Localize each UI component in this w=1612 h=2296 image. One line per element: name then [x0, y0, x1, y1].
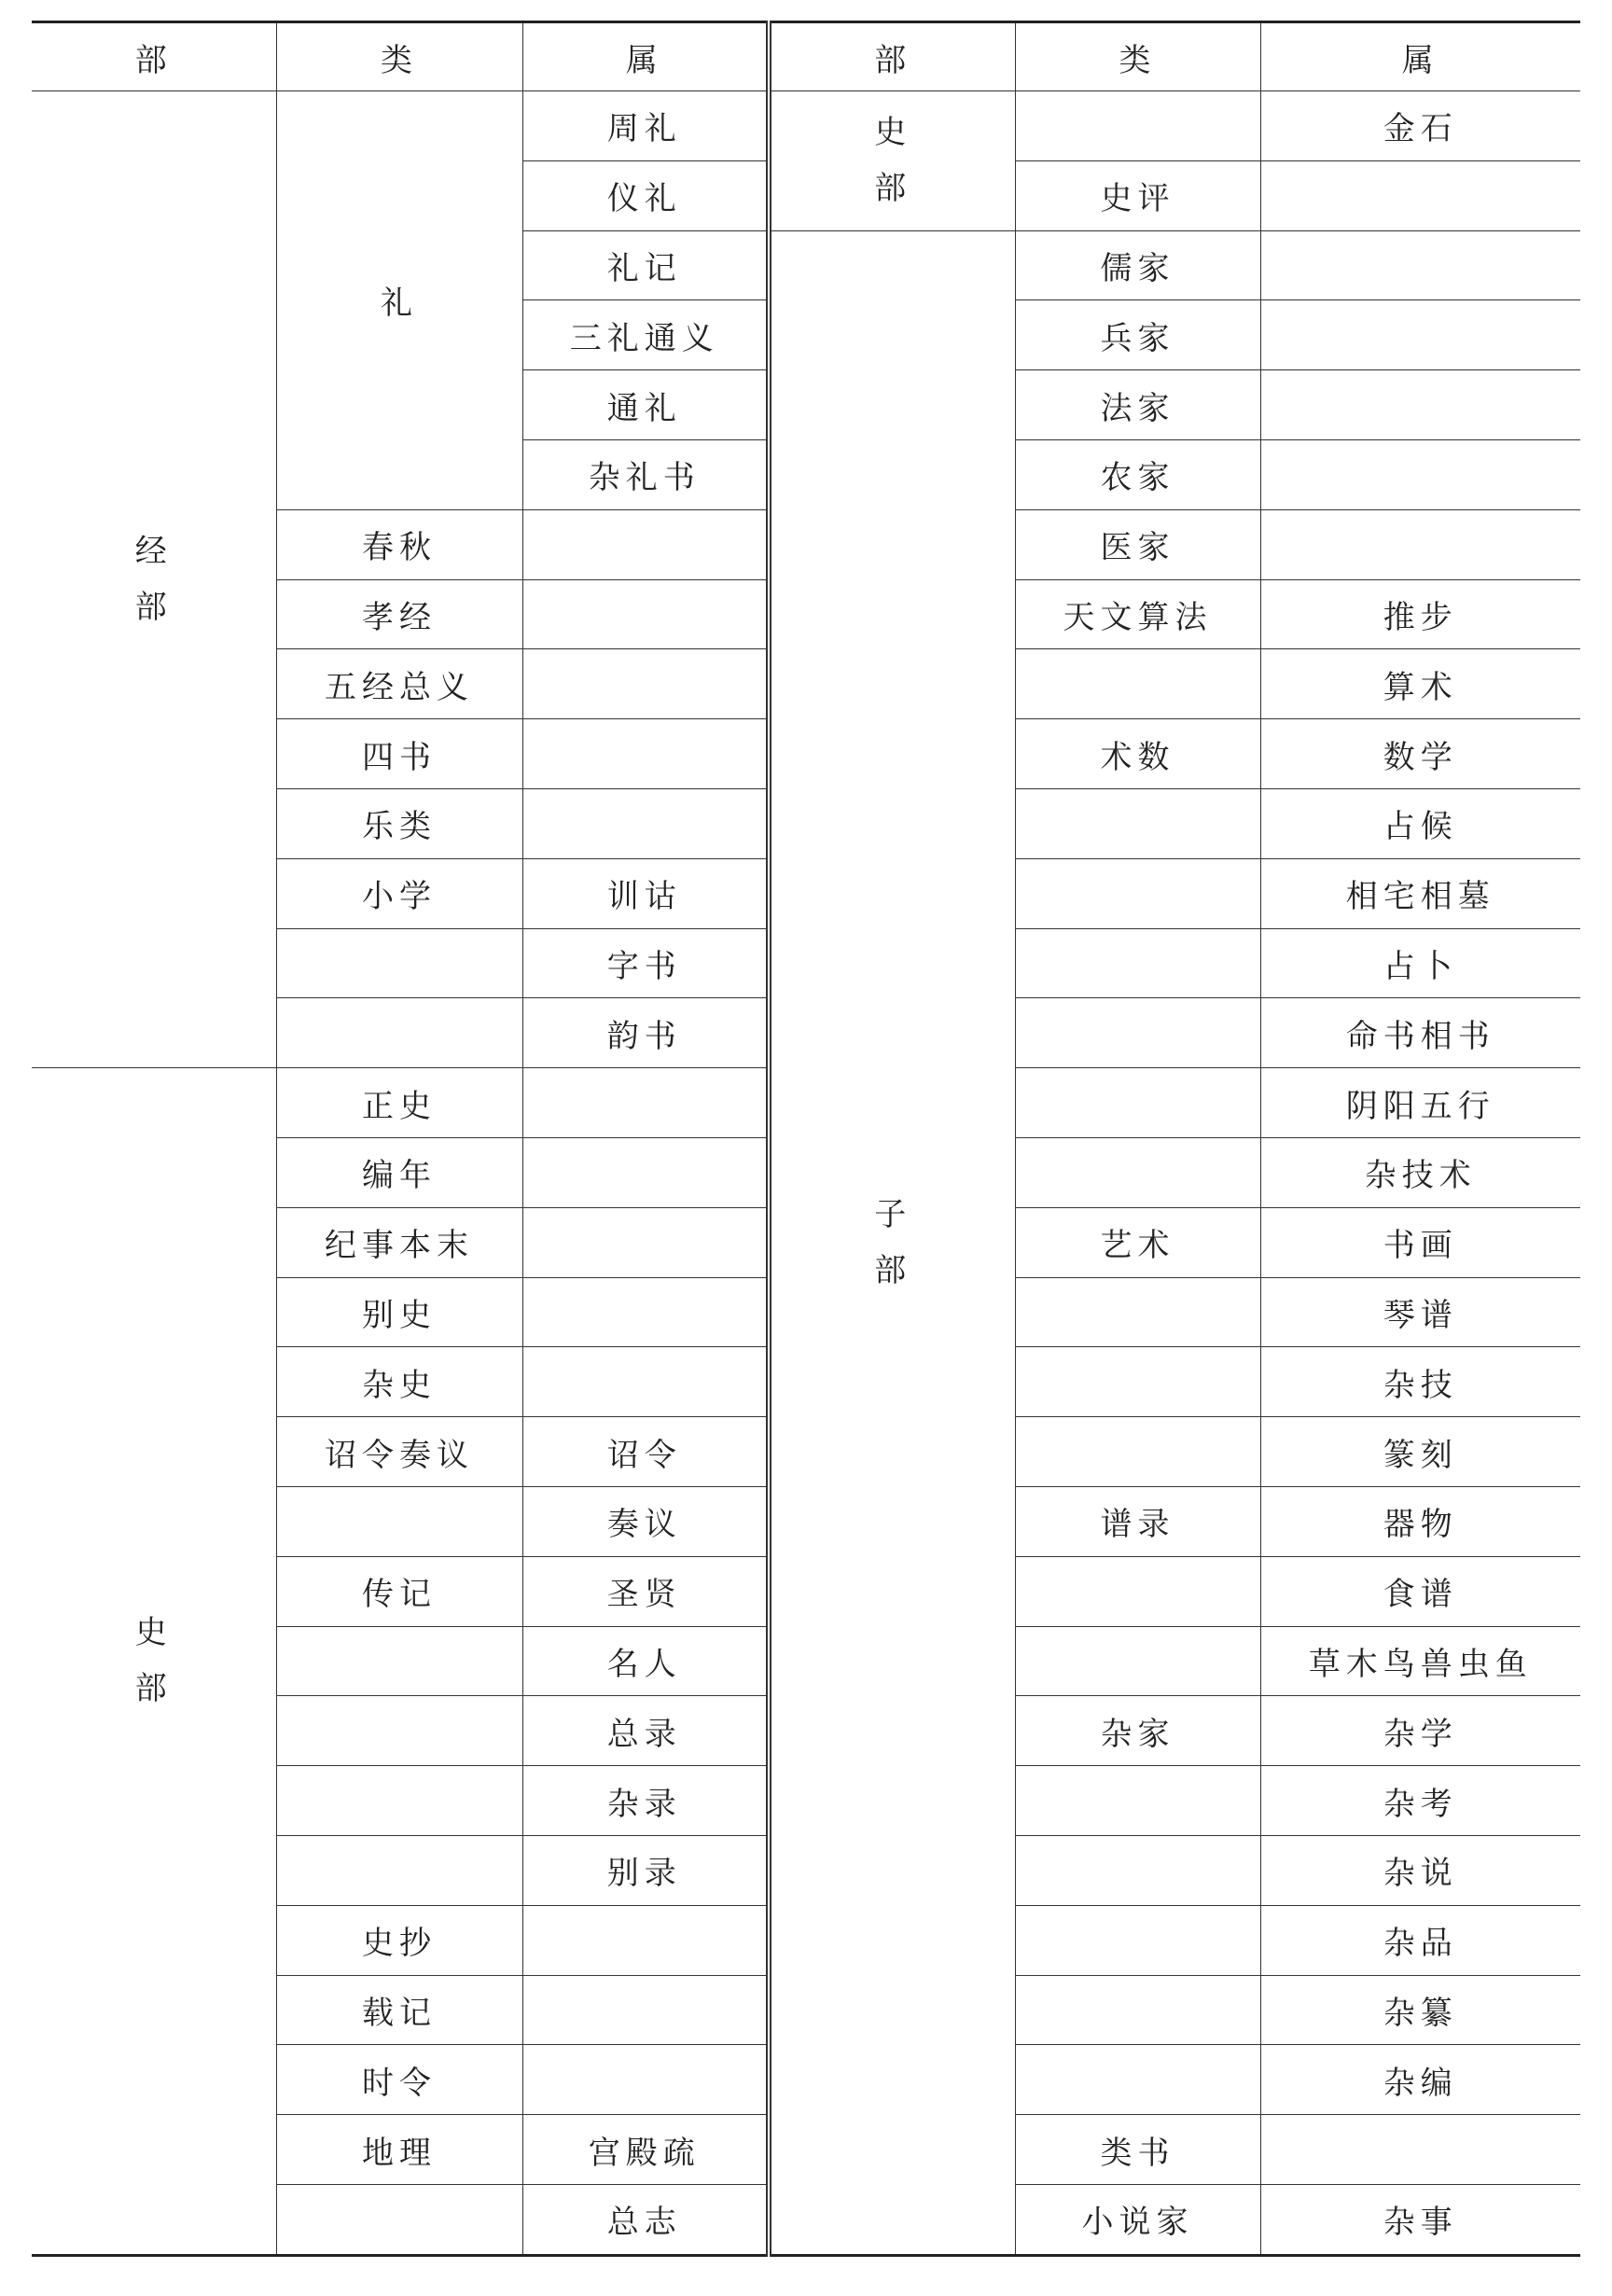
lei-cell [276, 1766, 522, 1836]
shu-cell: 金石 [1260, 91, 1580, 161]
shu-cell [522, 1975, 769, 2045]
lei-cell: 史评 [1015, 160, 1260, 230]
lei-cell: 兵家 [1015, 300, 1260, 370]
classification-table-sheet [32, 21, 1580, 2257]
lei-cell [276, 1835, 522, 1905]
shu-cell [1260, 300, 1580, 370]
lei-cell [1015, 1068, 1260, 1138]
shu-cell: 韵书 [522, 998, 769, 1068]
lei-cell [1015, 1277, 1260, 1347]
lei-cell: 史抄 [276, 1905, 522, 1975]
shu-cell: 草木鸟兽虫鱼 [1260, 1626, 1580, 1696]
shu-cell: 宫殿疏 [522, 2115, 769, 2185]
lei-cell [276, 928, 522, 998]
lei-cell: 天文算法 [1015, 579, 1260, 649]
lei-cell [276, 1696, 522, 1766]
shu-cell: 字书 [522, 928, 769, 998]
lei-cell: 医家 [1015, 509, 1260, 579]
lei-cell [1015, 1626, 1260, 1696]
shu-cell [522, 1277, 769, 1347]
shu-cell: 总录 [522, 1696, 769, 1766]
lei-cell [276, 2184, 522, 2255]
shu-cell: 器物 [1260, 1486, 1580, 1556]
shu-cell: 三礼通义 [522, 300, 769, 370]
lei-cell [1015, 1556, 1260, 1626]
lei-cell [276, 1486, 522, 1556]
lei-cell: 艺术 [1015, 1207, 1260, 1277]
lei-cell: 杂家 [1015, 1696, 1260, 1766]
shu-cell: 杂学 [1260, 1696, 1580, 1766]
shu-cell: 占候 [1260, 788, 1580, 858]
lei-cell [1015, 1835, 1260, 1905]
lei-cell [1015, 1137, 1260, 1207]
lei-cell [1015, 1905, 1260, 1975]
shu-cell: 礼记 [522, 230, 769, 300]
shu-cell [522, 649, 769, 719]
lei-cell: 儒家 [1015, 230, 1260, 300]
lei-cell: 谱录 [1015, 1486, 1260, 1556]
header-lei-left: 类 [276, 22, 522, 91]
lei-cell: 纪事本末 [276, 1207, 522, 1277]
lei-cell: 农家 [1015, 439, 1260, 509]
shu-cell: 杂礼书 [522, 439, 769, 509]
shu-cell: 琴谱 [1260, 1277, 1580, 1347]
lei-cell: 礼 [276, 91, 522, 510]
group-zibu: 子 部 [769, 230, 1015, 2255]
shu-cell: 杂说 [1260, 1835, 1580, 1905]
shu-cell: 算术 [1260, 649, 1580, 719]
shu-cell [522, 788, 769, 858]
lei-cell: 时令 [276, 2045, 522, 2115]
lei-cell [1015, 858, 1260, 928]
lei-cell: 地理 [276, 2115, 522, 2185]
shu-cell: 训诂 [522, 858, 769, 928]
shu-cell [522, 2045, 769, 2115]
shu-cell: 奏议 [522, 1486, 769, 1556]
shu-cell: 诏令 [522, 1417, 769, 1487]
group-jingbu: 经 部 [32, 91, 276, 1068]
lei-cell [1015, 998, 1260, 1068]
shu-cell: 圣贤 [522, 1556, 769, 1626]
shu-cell: 杂品 [1260, 1905, 1580, 1975]
lei-cell: 术数 [1015, 719, 1260, 789]
lei-cell [1015, 1975, 1260, 2045]
siku-classification-table [32, 21, 1580, 2257]
lei-cell: 编年 [276, 1137, 522, 1207]
table-row [32, 91, 1580, 161]
shu-cell: 杂考 [1260, 1766, 1580, 1836]
shu-cell [1260, 509, 1580, 579]
group-shibu: 史 部 [32, 1068, 276, 2256]
shu-cell [522, 1347, 769, 1417]
lei-cell [1015, 1417, 1260, 1487]
lei-cell [276, 998, 522, 1068]
lei-cell: 小学 [276, 858, 522, 928]
header-bu-left: 部 [32, 22, 276, 91]
shu-cell: 杂技 [1260, 1347, 1580, 1417]
shu-cell: 占卜 [1260, 928, 1580, 998]
shu-cell [522, 509, 769, 579]
shu-cell [522, 1137, 769, 1207]
shu-cell: 仪礼 [522, 160, 769, 230]
lei-cell [1015, 1347, 1260, 1417]
lei-cell [1015, 928, 1260, 998]
shu-cell: 总志 [522, 2184, 769, 2255]
header-lei-right: 类 [1015, 22, 1260, 91]
header-row [32, 22, 1580, 91]
shu-cell: 推步 [1260, 579, 1580, 649]
lei-cell [1015, 91, 1260, 161]
shu-cell: 数学 [1260, 719, 1580, 789]
shu-cell: 名人 [522, 1626, 769, 1696]
shu-cell: 杂技术 [1260, 1137, 1580, 1207]
shu-cell: 杂事 [1260, 2184, 1580, 2255]
shu-cell: 通礼 [522, 370, 769, 440]
group-shibu-cont: 史 部 [769, 91, 1015, 231]
shu-cell [1260, 2115, 1580, 2185]
lei-cell: 乐类 [276, 788, 522, 858]
shu-cell: 食谱 [1260, 1556, 1580, 1626]
lei-cell: 类书 [1015, 2115, 1260, 2185]
lei-cell: 法家 [1015, 370, 1260, 440]
lei-cell: 传记 [276, 1556, 522, 1626]
shu-cell: 杂纂 [1260, 1975, 1580, 2045]
lei-cell: 别史 [276, 1277, 522, 1347]
shu-cell [1260, 230, 1580, 300]
lei-cell: 春秋 [276, 509, 522, 579]
lei-cell: 四书 [276, 719, 522, 789]
lei-cell [276, 1626, 522, 1696]
shu-cell [522, 579, 769, 649]
shu-cell: 周礼 [522, 91, 769, 161]
lei-cell: 孝经 [276, 579, 522, 649]
header-shu-left: 属 [522, 22, 769, 91]
lei-cell [1015, 788, 1260, 858]
lei-cell: 杂史 [276, 1347, 522, 1417]
lei-cell: 载记 [276, 1975, 522, 2045]
shu-cell: 别录 [522, 1835, 769, 1905]
shu-cell [522, 1207, 769, 1277]
shu-cell: 命书相书 [1260, 998, 1580, 1068]
header-shu-right: 属 [1260, 22, 1580, 91]
shu-cell [522, 1068, 769, 1138]
shu-cell: 相宅相墓 [1260, 858, 1580, 928]
lei-cell: 诏令奏议 [276, 1417, 522, 1487]
shu-cell [1260, 439, 1580, 509]
lei-cell [1015, 2045, 1260, 2115]
shu-cell [522, 1905, 769, 1975]
header-bu-right: 部 [769, 22, 1015, 91]
shu-cell: 篆刻 [1260, 1417, 1580, 1487]
shu-cell: 阴阳五行 [1260, 1068, 1580, 1138]
shu-cell [522, 719, 769, 789]
lei-cell [1015, 649, 1260, 719]
lei-cell: 五经总义 [276, 649, 522, 719]
shu-cell [1260, 160, 1580, 230]
lei-cell: 小说家 [1015, 2184, 1260, 2255]
shu-cell [1260, 370, 1580, 440]
shu-cell: 杂编 [1260, 2045, 1580, 2115]
lei-cell [1015, 1766, 1260, 1836]
lei-cell: 正史 [276, 1068, 522, 1138]
shu-cell: 书画 [1260, 1207, 1580, 1277]
shu-cell: 杂录 [522, 1766, 769, 1836]
